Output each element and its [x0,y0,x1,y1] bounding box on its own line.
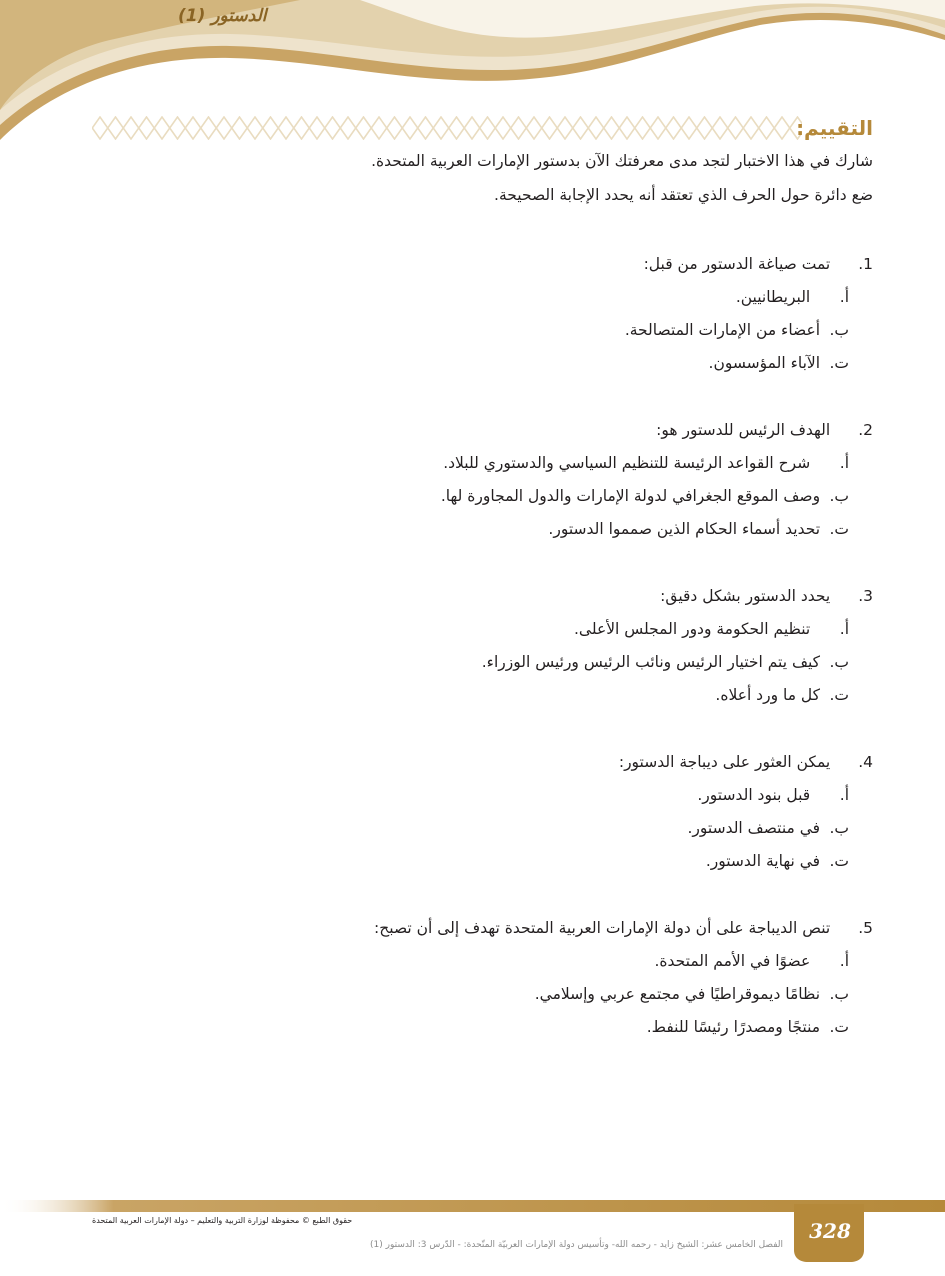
option-text: تحديد أسماء الحكام الذين صمموا الدستور. [548,520,821,538]
option-text: كل ما ورد أعلاه. [715,686,821,704]
option-text: البريطانيين. [735,288,811,306]
question-3 [253,580,873,712]
lesson-caption: الفصل الخامس عشر: الشيخ زايد - رحمه الله- وتأسيس دولة الإمارات العربيّة المتّحدة: - الدّرس 3: الدستور (1) [370,1240,783,1250]
option-text: تنظيم الحكومة ودور المجلس الأعلى. [573,620,811,638]
question-text [253,912,873,945]
question-2 [253,414,873,546]
intro-line-2: ضع دائرة حول الحرف الذي تعتقد أنه يحدد الإجابة الصحيحة. [494,186,873,204]
option-text: عضوًا في الأمم المتحدة. [654,952,811,970]
diamond-ornament [325,117,341,139]
diamond-ornament [232,117,248,139]
diamond-ornament [154,117,170,139]
diamond-ornament [278,117,294,139]
diamond-ornament [464,117,480,139]
diamond-ornament [170,117,186,139]
option-letter: أ. [839,620,849,638]
option-letter: ت. [829,354,849,372]
option-a[interactable] [253,281,873,314]
option-text: أعضاء من الإمارات المتصالحة. [624,321,821,339]
diamond-ornament [666,117,682,139]
option-text: الآباء المؤسسون. [708,354,821,372]
diamond-ornament [635,117,651,139]
option-text: في نهاية الدستور. [705,852,821,870]
question-5 [253,912,873,1044]
question-number: 3. [858,587,873,605]
diamond-ornament [108,117,124,139]
diamond-ornament [511,117,527,139]
chapter-title: الدستور (1) [178,6,267,26]
question-text [253,248,873,281]
option-t[interactable] [253,845,873,878]
option-a[interactable] [253,779,873,812]
diamond-ornament [92,117,108,139]
question-number: 2. [858,421,873,439]
diamond-ornament [480,117,496,139]
option-letter: ب. [829,985,849,1003]
question-stem: تنص الديباجة على أن دولة الإمارات العربية المتحدة تهدف إلى أن تصبح: [374,919,831,937]
diamond-ornament [759,117,775,139]
assessment-heading: التقييم: [796,116,873,140]
diamond-ornament [604,117,620,139]
question-4 [253,746,873,878]
diamond-ornament [681,117,697,139]
diamond-ornament [247,117,263,139]
option-text: شرح القواعد الرئيسة للتنظيم السياسي والدستوري للبلاد. [443,454,811,472]
diamond-ornament [619,117,635,139]
diamond-ornament [123,117,139,139]
option-letter: ب. [829,321,849,339]
option-letter: أ. [839,786,849,804]
diamond-ornament [449,117,465,139]
option-letter: ب. [829,653,849,671]
option-t[interactable] [253,347,873,380]
question-stem: الهدف الرئيس للدستور هو: [656,421,831,439]
question-number: 4. [858,753,873,771]
diamond-ornament [402,117,418,139]
diamond-ornament [743,117,759,139]
option-letter: ت. [829,852,849,870]
option-letter: أ. [839,454,849,472]
question-text [253,746,873,779]
option-letter: أ. [839,952,849,970]
diamond-ornament [216,117,232,139]
diamond-ornament [433,117,449,139]
diamond-ornament [526,117,542,139]
question-stem: يمكن العثور على ديباجة الدستور: [618,753,831,771]
question-stem: تمت صياغة الدستور من قبل: [643,255,831,273]
question-1 [253,248,873,380]
intro-line-1: شارك في هذا الاختبار لتجد مدى معرفتك الآن بدستور الإمارات العربية المتحدة. [371,152,873,170]
option-a[interactable] [253,613,873,646]
diamond-ornament [588,117,604,139]
diamond-ornament [371,117,387,139]
option-b[interactable] [253,812,873,845]
option-letter: ت. [829,520,849,538]
option-letter: ب. [829,819,849,837]
diamond-ornament [573,117,589,139]
option-text: قبل بنود الدستور. [697,786,811,804]
copyright-notice: حقوق الطبع © محفوظة لوزارة التربية والتعليم – دولة الإمارات العربية المتحدة [92,1216,353,1225]
option-letter: أ. [839,288,849,306]
diamond-ornament [774,117,790,139]
question-text [253,580,873,613]
diamond-ornament [712,117,728,139]
option-a[interactable] [253,447,873,480]
diamond-ornament [697,117,713,139]
diamond-ornament [557,117,573,139]
option-text: كيف يتم اختيار الرئيس ونائب الرئيس ورئيس الوزراء. [481,653,821,671]
option-letter: ت. [829,1018,849,1036]
option-t[interactable] [253,1011,873,1044]
diamond-ornament [387,117,403,139]
diamond-border-decoration [92,116,802,140]
diamond-ornament [542,117,558,139]
diamond-ornament [201,117,217,139]
option-b[interactable] [253,978,873,1011]
option-b[interactable] [253,480,873,513]
option-letter: ب. [829,487,849,505]
diamond-ornament [728,117,744,139]
option-text: وصف الموقع الجغرافي لدولة الإمارات والدول المجاورة لها. [440,487,821,505]
option-text: منتجًا ومصدرًا رئيسًا للنفط. [646,1018,821,1036]
option-b[interactable] [253,646,873,679]
option-letter: ت. [829,686,849,704]
diamond-ornament [650,117,666,139]
diamond-ornament [418,117,434,139]
diamond-ornament [309,117,325,139]
option-t[interactable] [253,513,873,546]
question-number: 5. [858,919,873,937]
option-text: في منتصف الدستور. [687,819,821,837]
diamond-ornament [294,117,310,139]
question-number: 1. [858,255,873,273]
question-text [253,414,873,447]
diamond-ornament [356,117,372,139]
diamond-ornament [185,117,201,139]
diamond-ornament [263,117,279,139]
option-t[interactable] [253,679,873,712]
option-b[interactable] [253,314,873,347]
option-a[interactable] [253,945,873,978]
diamond-ornament [139,117,155,139]
page-number: 328 [809,1219,851,1243]
diamond-ornament [340,117,356,139]
diamond-ornament [495,117,511,139]
option-text: نظامًا ديموقراطيًا في مجتمع عربي وإسلامي. [534,985,821,1003]
question-stem: يحدد الدستور بشكل دقيق: [660,587,831,605]
